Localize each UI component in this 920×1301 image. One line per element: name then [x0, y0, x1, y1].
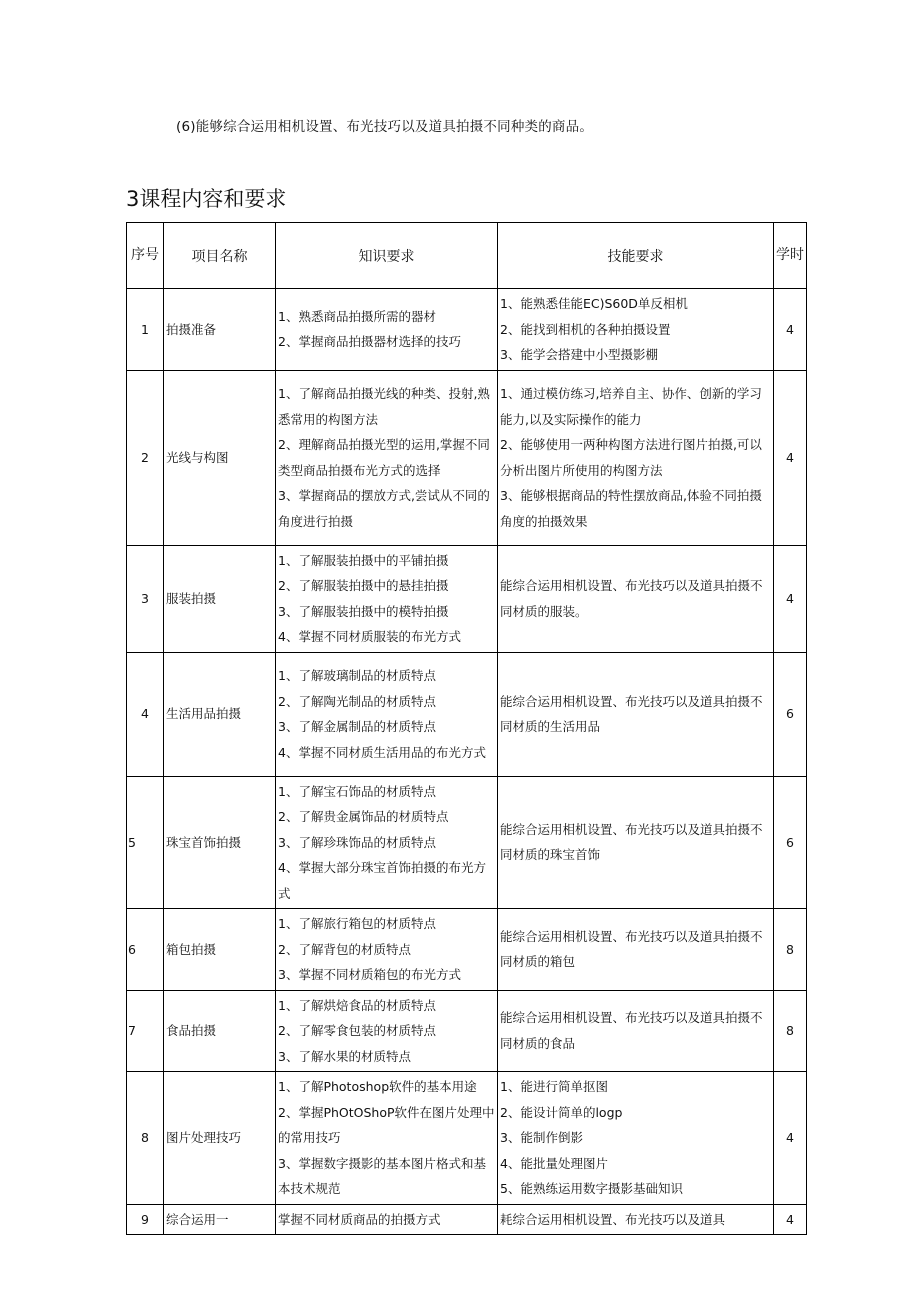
skill-line: 能综合运用相机设置、布光技巧以及道具拍摄不同材质的生活用品: [500, 693, 763, 734]
hours: 4: [774, 1072, 807, 1205]
knowledge-line: 3、了解水果的材质特点: [278, 1048, 411, 1064]
skill-line: 2、能找到相机的各种拍摄设置: [500, 321, 671, 337]
knowledge-line: 掌握不同材质商品的拍摄方式: [278, 1211, 441, 1227]
knowledge-cell: [276, 909, 498, 991]
skill-line: 3、能学会搭建中小型摄影棚: [500, 347, 658, 362]
skill-line: 5、能熟练运用数字摄影基础知识: [500, 1181, 683, 1196]
row-number: 9: [127, 1204, 164, 1235]
table-row: [127, 289, 807, 371]
row-number: 7: [127, 990, 164, 1072]
knowledge-line: 2、掌握商品拍摄器材选择的技巧: [278, 334, 461, 350]
header-seq: 序号: [127, 223, 164, 289]
skill-cell: [498, 990, 774, 1072]
knowledge-cell: [276, 990, 498, 1072]
row-number: 6: [127, 909, 164, 991]
knowledge-line: 2、了解陶光制品的材质特点: [278, 693, 436, 709]
knowledge-cell: [276, 370, 498, 545]
table-row: [127, 909, 807, 991]
table-row: [127, 990, 807, 1072]
hours: 8: [774, 990, 807, 1072]
knowledge-line: 3、了解服装拍摄中的模特拍摄: [278, 603, 449, 619]
knowledge-line: 3、了解珍珠饰品的材质特点: [278, 834, 436, 850]
project-name: 珠宝首饰拍摄: [164, 776, 276, 909]
header-skill: 技能要求: [498, 223, 774, 289]
row-number: 1: [127, 289, 164, 371]
skill-cell: [498, 289, 774, 371]
skill-line: 能综合运用相机设置、布光技巧以及道具拍摄不同材质的珠宝首饰: [500, 821, 763, 863]
section-title: 3课程内容和要求: [126, 187, 287, 211]
row-number: 8: [127, 1072, 164, 1205]
skill-line: 3、能够根据商品的特性摆放商品,体验不同拍摄角度的拍摄效果: [500, 488, 762, 529]
skill-cell: [498, 776, 774, 909]
knowledge-line: 2、理解商品拍摄光型的运用,掌握不同类型商品拍摄布光方式的选择: [278, 437, 490, 478]
skill-cell: [498, 909, 774, 991]
skill-line: 1、能熟悉佳能EC)S60D单反相机: [500, 296, 688, 311]
knowledge-line: 2、了解服装拍摄中的悬挂拍摄: [278, 578, 449, 593]
skill-line: 1、能进行简单抠图: [500, 1079, 608, 1094]
table-row: [127, 652, 807, 776]
knowledge-line: 3、掌握商品的摆放方式,尝试从不同的角度进行拍摄: [278, 488, 490, 529]
knowledge-line: 3、掌握数字摄影的基本图片格式和基本技术规范: [278, 1155, 486, 1196]
skill-cell: [498, 545, 774, 652]
knowledge-line: 1、了解服装拍摄中的平铺拍摄: [278, 552, 449, 568]
skill-line: 2、能够使用一两种构图方法进行图片拍摄,可以分析出图片所使用的构图方法: [500, 437, 762, 478]
hours: 4: [774, 370, 807, 545]
knowledge-cell: [276, 652, 498, 776]
header-project-name: 项目名称: [164, 223, 276, 289]
project-name: 箱包拍摄: [164, 909, 276, 991]
hours: 4: [774, 289, 807, 371]
hours: 4: [774, 545, 807, 652]
skill-line: 3、能制作倒影: [500, 1130, 583, 1145]
table-row: [127, 370, 807, 545]
skill-line: 4、能批量处理图片: [500, 1155, 608, 1171]
knowledge-cell: [276, 289, 498, 371]
knowledge-line: 1、了解Photoshop软件的基本用途2、掌握PhOtOShoP软件在图片处理中的常用技巧: [278, 1079, 495, 1145]
row-number: 2: [127, 370, 164, 545]
intro-paragraph: (6)能够综合运用相机设置、布光技巧以及道具拍摄不同种类的商品。: [176, 119, 594, 135]
header-knowledge: 知识要求: [276, 223, 498, 289]
knowledge-cell: [276, 776, 498, 909]
skill-line: 能综合运用相机设置、布光技巧以及道具拍摄不同材质的箱包: [500, 928, 763, 970]
knowledge-line: 3、掌握不同材质箱包的布光方式: [278, 967, 461, 982]
knowledge-cell: [276, 1072, 498, 1205]
hours: 8: [774, 909, 807, 991]
row-number: 3: [127, 545, 164, 652]
project-name: 生活用品拍摄: [164, 652, 276, 776]
skill-cell: [498, 1072, 774, 1205]
skill-cell: [498, 1204, 774, 1235]
hours: 6: [774, 776, 807, 909]
project-name: 服装拍摄: [164, 545, 276, 652]
skill-line: 能综合运用相机设置、布光技巧以及道具拍摄不同材质的服装。: [500, 578, 763, 619]
project-name: 拍摄准备: [164, 289, 276, 371]
knowledge-line: 4、掌握大部分珠宝首饰拍摄的布光方式: [278, 860, 486, 901]
table-row: [127, 776, 807, 909]
skill-line: 耗综合运用相机设置、布光技巧以及道具: [500, 1211, 726, 1227]
project-name: 综合运用一: [164, 1204, 276, 1235]
skill-line: 能综合运用相机设置、布光技巧以及道具拍摄不同材质的食品: [500, 1010, 763, 1051]
knowledge-cell: [276, 1204, 498, 1235]
knowledge-line: 1、了解商品拍摄光线的种类、投射,熟悉常用的构图方法: [278, 386, 490, 427]
knowledge-line: 1、了解宝石饰品的材质特点: [278, 783, 436, 799]
table-row: [127, 1204, 807, 1235]
row-number: 4: [127, 652, 164, 776]
course-content-table: [126, 222, 807, 1235]
knowledge-line: 1、了解玻璃制品的材质特点: [278, 668, 436, 683]
project-name: 食品拍摄: [164, 990, 276, 1072]
row-number: 5: [127, 776, 164, 909]
header-hours: 学时: [774, 223, 807, 289]
knowledge-line: 2、了解零食包装的材质特点: [278, 1023, 436, 1038]
skill-line: 2、能设计简单的logp: [500, 1104, 623, 1120]
table-row: [127, 545, 807, 652]
knowledge-cell: [276, 545, 498, 652]
knowledge-line: 2、了解背包的材质特点: [278, 941, 411, 957]
skill-line: 1、通过模仿练习,培养自主、协作、创新的学习能力,以及实际操作的能力: [500, 386, 762, 427]
knowledge-line: 1、了解烘焙食品的材质特点: [278, 997, 436, 1013]
knowledge-line: 2、了解贵金属饰品的材质特点: [278, 809, 449, 824]
project-name: 图片处理技巧: [164, 1072, 276, 1205]
knowledge-line: 1、了解旅行箱包的材质特点: [278, 916, 436, 931]
hours: 4: [774, 1204, 807, 1235]
knowledge-line: 4、掌握不同材质服装的布光方式: [278, 629, 461, 644]
knowledge-line: 3、了解金属制品的材质特点: [278, 719, 436, 734]
knowledge-line: 4、掌握不同材质生活用品的布光方式: [278, 744, 486, 760]
table-header-row: [127, 223, 807, 289]
hours: 6: [774, 652, 807, 776]
knowledge-line: 1、熟悉商品拍摄所需的器材: [278, 308, 436, 324]
skill-cell: [498, 370, 774, 545]
table-row: [127, 1072, 807, 1205]
skill-cell: [498, 652, 774, 776]
project-name: 光线与构图: [164, 370, 276, 545]
